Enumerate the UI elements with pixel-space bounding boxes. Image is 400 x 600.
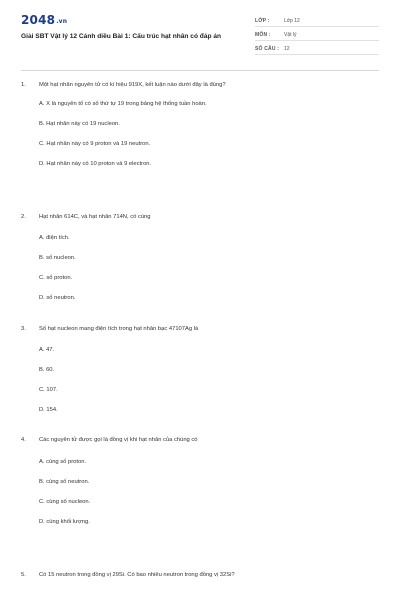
header-divider	[21, 70, 379, 71]
logo-text: 2048	[21, 13, 56, 27]
logo-tld: .vn	[56, 18, 68, 25]
option-d: D. Hạt nhân này có 10 proton và 9 electron.	[39, 161, 152, 167]
option-c: C. cùng số nucleon.	[39, 499, 91, 505]
question-number: 4.	[21, 437, 26, 443]
meta-grade-row	[255, 16, 379, 27]
page-title: Giải SBT Vật lý 12 Cánh diều Bài 1: Cấu trúc hạt nhân có đáp án	[21, 33, 222, 40]
option-d: D. số neutron.	[39, 295, 76, 301]
meta-subject-value: Vật lý	[284, 32, 297, 38]
question-text: Một hạt nhân nguyên tử có kí hiệu 919X, kết luận nào dưới đây là đúng?	[39, 82, 226, 88]
question-3	[21, 326, 379, 413]
meta-grade-value: Lớp 12	[284, 18, 300, 24]
question-stem	[21, 326, 379, 338]
question-stem	[21, 437, 379, 449]
option-c: C. Hạt nhân này có 9 proton và 19 neutron.	[39, 141, 151, 147]
question-2	[21, 214, 379, 301]
option-d: D. 154.	[39, 407, 58, 413]
option-b: B. Hạt nhân này có 19 nucleon.	[39, 121, 120, 127]
question-text: Có 15 neutron trong đồng vị 29Si. Có bao nhiêu neutron trong đồng vị 32Si?	[39, 572, 235, 578]
option-a: A. X là nguyên tố có số thứ tự 19 trong bảng hệ thống tuần hoàn.	[39, 101, 207, 107]
option-d: D. cùng khối lượng.	[39, 519, 90, 525]
option-a: A. điện tích.	[39, 235, 70, 241]
meta-subject-label: MÔN :	[255, 32, 271, 38]
option-a: A. 47.	[39, 347, 55, 353]
meta-count-value: 12	[284, 46, 290, 52]
question-5	[21, 572, 379, 584]
option-c: C. số proton.	[39, 275, 73, 281]
meta-subject-row	[255, 30, 379, 41]
question-number: 1.	[21, 82, 26, 88]
question-number: 5.	[21, 572, 26, 578]
meta-count-row	[255, 44, 379, 55]
option-c: C. 107.	[39, 387, 58, 393]
meta-grade-label: LỚP :	[255, 18, 270, 24]
question-stem	[21, 82, 379, 94]
option-b: B. cùng số neutron.	[39, 479, 90, 485]
question-stem	[21, 214, 379, 226]
document-header	[0, 0, 400, 65]
site-logo[interactable]	[21, 13, 67, 27]
option-b: B. số nucleon.	[39, 255, 76, 261]
question-number: 3.	[21, 326, 26, 332]
question-1	[21, 82, 379, 167]
question-text: Hạt nhân 614C, và hạt nhân 714N, có cùng	[39, 214, 151, 220]
option-b: B. 60.	[39, 367, 55, 373]
question-4	[21, 437, 379, 525]
question-number: 2.	[21, 214, 26, 220]
question-stem	[21, 572, 379, 584]
question-text: Số hạt nucleon mang điện tích trong hạt nhân bạc 47107Ag là	[39, 326, 199, 332]
meta-count-label: SỐ CÂU :	[255, 46, 280, 52]
question-text: Các nguyên tử được gọi là đồng vị khi hạt nhân của chúng có	[39, 437, 198, 443]
option-a: A. cùng số proton.	[39, 459, 87, 465]
